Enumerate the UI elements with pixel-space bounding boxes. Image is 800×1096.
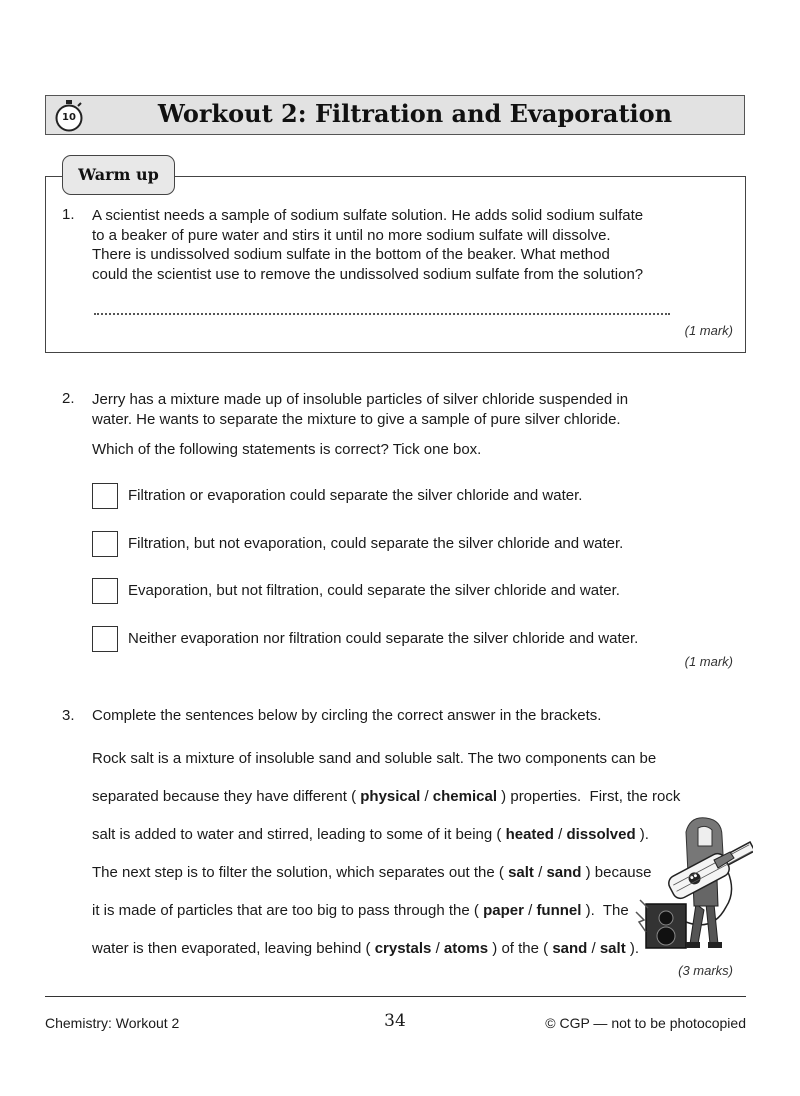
- question-3-instruction: Complete the sentences below by circling the correct answer in the brackets.: [92, 707, 602, 724]
- text-segment: /: [523, 902, 537, 919]
- question-1-number: 1.: [62, 206, 75, 223]
- question-2-line: Jerry has a mixture made up of insoluble particles of silver chloride suspended in: [92, 391, 629, 408]
- choice-heated[interactable]: heated: [505, 826, 554, 843]
- question-2-instruction: Which of the following statements is correct? Tick one box.: [92, 441, 482, 458]
- question-3-sentence-6: [92, 940, 639, 957]
- question-1-line: A scientist needs a sample of sodium sulfate solution. He adds solid sodium sulfate: [92, 207, 644, 224]
- text-segment: ) of the (: [488, 940, 553, 957]
- page-title-bar: [45, 95, 745, 135]
- question-3-sentence-5: [92, 902, 629, 919]
- question-1-line: could the scientist use to remove the undissolved sodium sulfate from the solution?: [92, 265, 644, 283]
- text-segment: salt is added to water and stirred, leading to some of it being (: [92, 826, 506, 843]
- text-segment: ) properties. First, the rock: [497, 788, 681, 805]
- question-2-line: water. He wants to separate the mixture to give a sample of pure silver chloride.: [92, 410, 621, 428]
- tick-box-option-4[interactable]: [92, 626, 118, 652]
- tick-box-option-2[interactable]: [92, 531, 118, 557]
- text-segment: ).: [625, 940, 640, 957]
- text-segment: water is then evaporated, leaving behind (: [92, 940, 375, 957]
- text-segment: /: [533, 864, 547, 881]
- question-3-sentence-1: Rock salt is a mixture of insoluble sand and soluble salt. The two components can be: [92, 750, 657, 767]
- text-segment: ) because: [581, 864, 652, 881]
- choice-chemical[interactable]: chemical: [432, 788, 498, 805]
- text-segment: separated because they have different (: [92, 788, 361, 805]
- question-3-sentence-4: [92, 864, 652, 881]
- choice-sand[interactable]: sand: [546, 864, 582, 881]
- page-title: Workout 2: Filtration and Evaporation: [157, 99, 673, 128]
- answer-line[interactable]: [94, 313, 670, 315]
- choice-salt[interactable]: salt: [508, 864, 534, 881]
- question-1-marks: (1 mark): [684, 323, 733, 338]
- choice-funnel[interactable]: funnel: [536, 902, 582, 919]
- footer-divider: [45, 996, 746, 997]
- option-4-text: Neither evaporation nor filtration could separate the silver chloride and water.: [128, 630, 639, 647]
- text-segment: /: [420, 788, 433, 805]
- option-2-text: Filtration, but not evaporation, could separate the silver chloride and water.: [128, 535, 624, 552]
- guitarist-illustration: [618, 812, 753, 952]
- text-segment: it is made of particles that are too big to pass through the (: [92, 902, 484, 919]
- choice-physical[interactable]: physical: [360, 788, 421, 805]
- text-segment: /: [553, 826, 567, 843]
- choice-paper[interactable]: paper: [483, 902, 524, 919]
- text-segment: ).: [635, 826, 649, 843]
- question-3-sentence-3: [92, 826, 649, 843]
- choice-atoms[interactable]: atoms: [443, 940, 489, 957]
- text-segment: ). The: [581, 902, 629, 919]
- question-2-number: 2.: [62, 390, 75, 407]
- timer-minutes: 10: [62, 112, 76, 123]
- question-2-marks: (1 mark): [684, 654, 733, 669]
- question-1-line: There is undissolved sodium sulfate in the bottom of the beaker. What method: [92, 246, 610, 263]
- choice-dissolved[interactable]: dissolved: [566, 826, 636, 843]
- option-1-text: Filtration or evaporation could separate the silver chloride and water.: [128, 487, 583, 504]
- tick-box-option-1[interactable]: [92, 483, 118, 509]
- question-2-text: [92, 390, 628, 429]
- footer-subject: Chemistry: Workout 2: [45, 1015, 180, 1031]
- question-1-text: [92, 206, 643, 284]
- question-3-number: 3.: [62, 707, 75, 724]
- text-segment: /: [587, 940, 600, 957]
- warm-up-label: Warm up: [62, 155, 175, 195]
- question-3-marks: (3 marks): [678, 963, 733, 978]
- text-segment: /: [431, 940, 444, 957]
- choice-sand-2[interactable]: sand: [552, 940, 588, 957]
- option-3-text: Evaporation, but not filtration, could separate the silver chloride and water.: [128, 582, 620, 599]
- choice-salt-2[interactable]: salt: [599, 940, 626, 957]
- footer-copyright: © CGP — not to be photocopied: [545, 1015, 746, 1031]
- tick-box-option-3[interactable]: [92, 578, 118, 604]
- page-number: 34: [384, 1011, 406, 1031]
- question-3-sentence-2: [92, 788, 680, 805]
- choice-crystals[interactable]: crystals: [374, 940, 432, 957]
- question-1-line: to a beaker of pure water and stirs it until no more sodium sulfate will dissolve.: [92, 226, 611, 244]
- text-segment: The next step is to filter the solution, which separates out the (: [92, 864, 509, 881]
